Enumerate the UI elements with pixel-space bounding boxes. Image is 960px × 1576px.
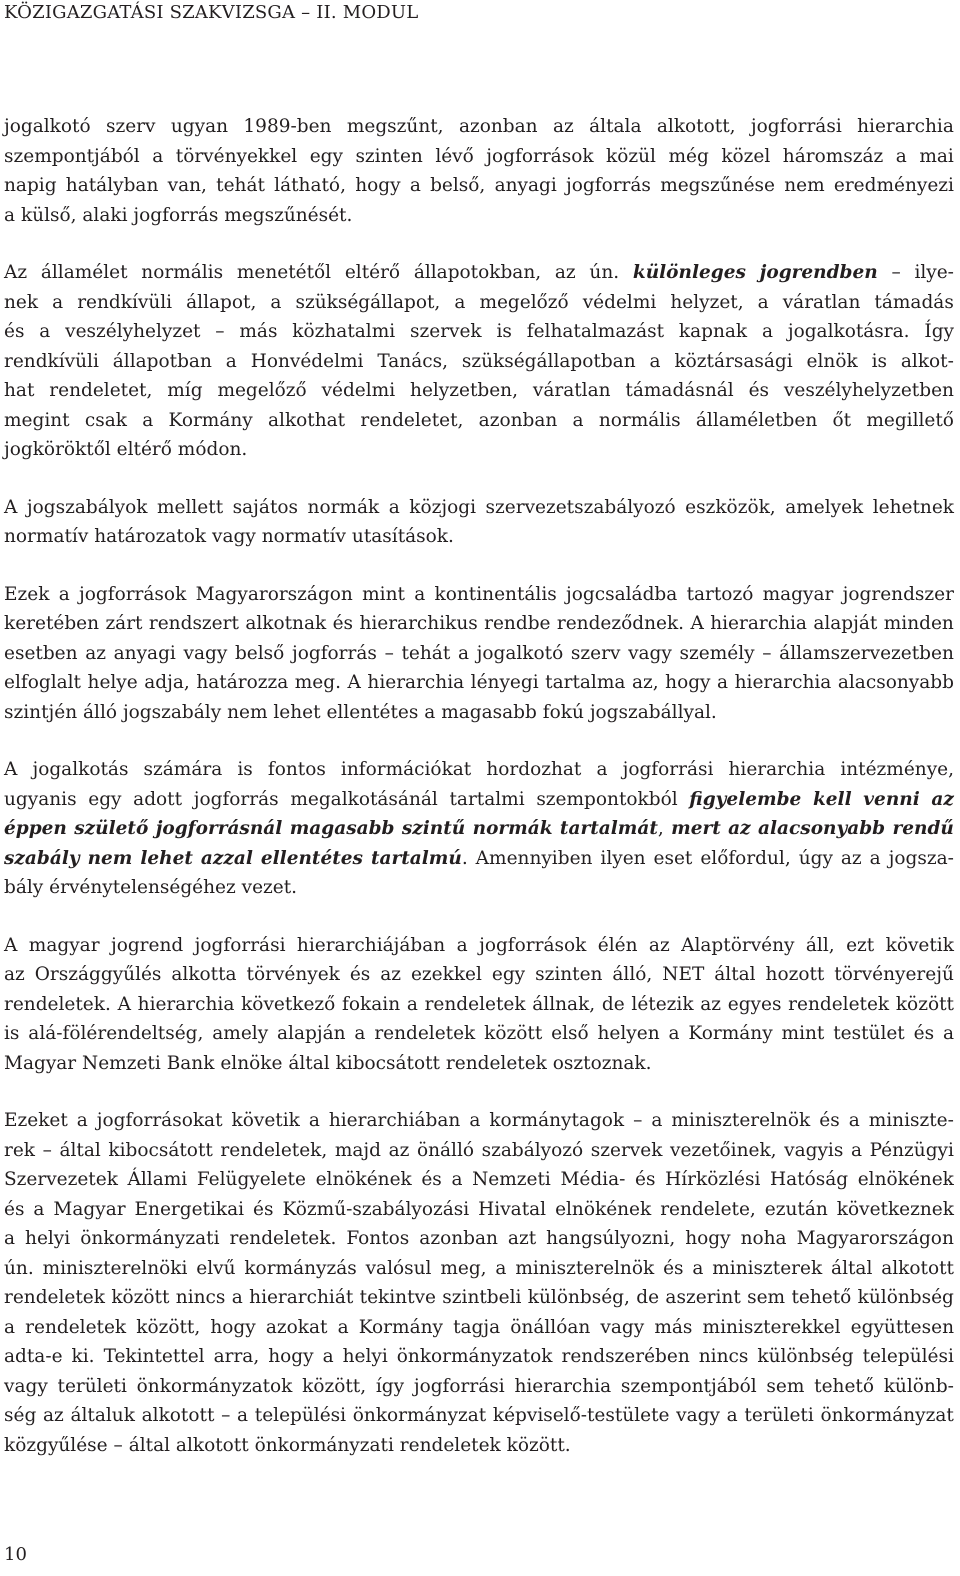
text-line: a helyi önkormányzati rendeletek. Fontos azonban azt hangsúlyozni, hogy noha Magyarországon xyxy=(4,1228,954,1249)
text-line: Magyar Nemzeti Bank elnöke által kibocsátott rendeletek osztoznak. xyxy=(4,1052,652,1074)
text-line: a külső, alaki jogforrás megszűnését. xyxy=(4,204,353,226)
text-line: is alá-fölérendeltség, amely alapján a rendeletek között első helyen a Kormány mint testület és a xyxy=(4,1023,954,1044)
page-number: 10 xyxy=(4,1544,27,1565)
text-line: az Országgyűlés alkotta törvények és az ezekkel egy szinten álló, NET által hozott törvényerejű xyxy=(4,964,954,985)
text-line: Ezek a jogforrások Magyarországon mint a kontinentális jogcsaládba tartozó magyar jogrendszer xyxy=(4,583,954,605)
text-line: Az államélet normális menetétől eltérő állapotokban, az ún. különleges jogrendben – ilye- xyxy=(4,262,954,283)
text-line: szempontjából a törvényekkel egy szinten lévő jogforrások közül még közel háromszáz a mai xyxy=(4,145,954,167)
text-line: A magyar jogrend jogforrási hierarchiájában a jogforrások élén az Alaptörvény áll, ezt követik xyxy=(4,934,954,956)
text-line: rendkívüli állapotban a Honvédelmi Tanács, szükségállapotban a köztársasági elnök is alkot- xyxy=(4,350,954,372)
text-line: ugyanis egy adott jogforrás megalkotásánál tartalmi szempontokból figyelembe kell venni az xyxy=(4,788,954,810)
text-line: A jogszabályok mellett sajátos normák a közjogi szervezetszabályozó eszközök, amelyek lehetnek xyxy=(4,496,954,518)
text-line: ún. miniszterelnöki elvű kormányzás valósul meg, a miniszterelnök és a miniszterek által alkotott xyxy=(4,1257,954,1279)
paragraph xyxy=(4,580,954,728)
text-line: vagy területi önkormányzatok között, így jogforrási hierarchia szempontjából sem tehető különb- xyxy=(4,1375,954,1397)
text-line: Ezeket a jogforrásokat követik a hierarchiában a kormánytagok – a miniszterelnök és a miniszte- xyxy=(4,1110,954,1131)
document-body xyxy=(4,112,954,1460)
text-line: Szervezetek Állami Felügyelete elnökének és a Nemzeti Média- és Hírközlési Hatóság elnökének xyxy=(4,1169,954,1190)
text-line: szabály nem lehet azzal ellentétes tartalmú. Amennyiben ilyen eset előfordul, úgy az a jogsza- xyxy=(4,847,954,869)
text-line: nek a rendkívüli állapot, a szükségállapot, a megelőző védelmi helyzet, a váratlan támadás xyxy=(4,291,954,313)
text-line: és a veszélyhelyzet – más közhatalmi szervek is felhatalmazást kapnak a jogalkotásra. Így xyxy=(4,321,954,342)
text-line: keretében zárt rendszert alkotnak és hierarchikus rendbe rendeződnek. A hierarchia alapját minden xyxy=(4,613,954,634)
text-line: megint csak a Kormány alkothat rendeletet, azonban a normális államéletben őt megillető xyxy=(4,409,954,431)
text-line: a rendeletek között, hogy azokat a Kormány tagja önállóan vagy más miniszterekkel együttesen xyxy=(4,1316,954,1338)
text-line: szintjén álló jogszabály nem lehet ellentétes a magasabb fokú jogszabállyal. xyxy=(4,701,717,723)
text-line: hat rendeletet, míg megelőző védelmi helyzetben, váratlan támadásnál és veszélyhelyzetben xyxy=(4,380,954,401)
text-line: rendeletek. A hierarchia következő fokain a rendeletek állnak, de létezik az egyes rendeletek között xyxy=(4,993,954,1015)
text-line: éppen születő jogforrásnál magasabb szintű normák tartalmát, mert az alacsonyabb rendű xyxy=(4,818,954,839)
paragraph xyxy=(4,112,954,230)
text-line: jogalkotó szerv ugyan 1989-ben megszűnt, azonban az általa alkotott, jogforrási hierarchia xyxy=(4,116,954,137)
text-line: és a Magyar Energetikai és Közmű-szabályozási Hivatal elnökének rendelete, ezután következnek xyxy=(4,1198,954,1220)
text-line: rendeletek között nincs a hierarchiát tekintve szintbeli különbség, de aszerint sem tehető különbség xyxy=(4,1287,954,1308)
text-line: A jogalkotás számára is fontos információkat hordozhat a jogforrási hierarchia intézménye, xyxy=(4,759,954,780)
paragraph xyxy=(4,755,954,903)
paragraph xyxy=(4,493,954,552)
text-line: ség az általuk alkotott – a települési önkormányzat képviselő-testülete vagy a területi önkormányzat xyxy=(4,1405,954,1426)
text-line: adta-e ki. Tekintettel arra, hogy a helyi önkormányzatok rendszerében nincs különbség települési xyxy=(4,1346,954,1367)
text-line: esetben az anyagi vagy belső jogforrás – tehát a jogalkotó szerv vagy személy – államszervezetben xyxy=(4,642,954,664)
paragraph xyxy=(4,931,954,1079)
text-line: jogköröktől eltérő módon. xyxy=(4,439,248,460)
text-line: elfoglalt helye adja, határozza meg. A hierarchia lényegi tartalma az, hogy a hierarchia alacsonyabb xyxy=(4,672,954,693)
paragraph xyxy=(4,258,954,465)
text-line: normatív határozatok vagy normatív utasítások. xyxy=(4,526,454,547)
text-line: közgyűlése – által alkotott önkormányzati rendeletek között. xyxy=(4,1434,571,1456)
text-line: bály érvénytelenségéhez vezet. xyxy=(4,877,298,898)
text-line: rek – által kibocsátott rendeletek, majd az önálló szabályozó szervek vezetőinek, vagyis a Pénzügyi xyxy=(4,1139,954,1161)
paragraph xyxy=(4,1106,954,1460)
text-line: napig hatályban van, tehát látható, hogy a belső, anyagi jogforrás megszűnése nem eredményezi xyxy=(4,175,954,196)
running-header: KÖZIGAZGATÁSI SZAKVIZSGA – II. MODUL xyxy=(4,2,419,23)
